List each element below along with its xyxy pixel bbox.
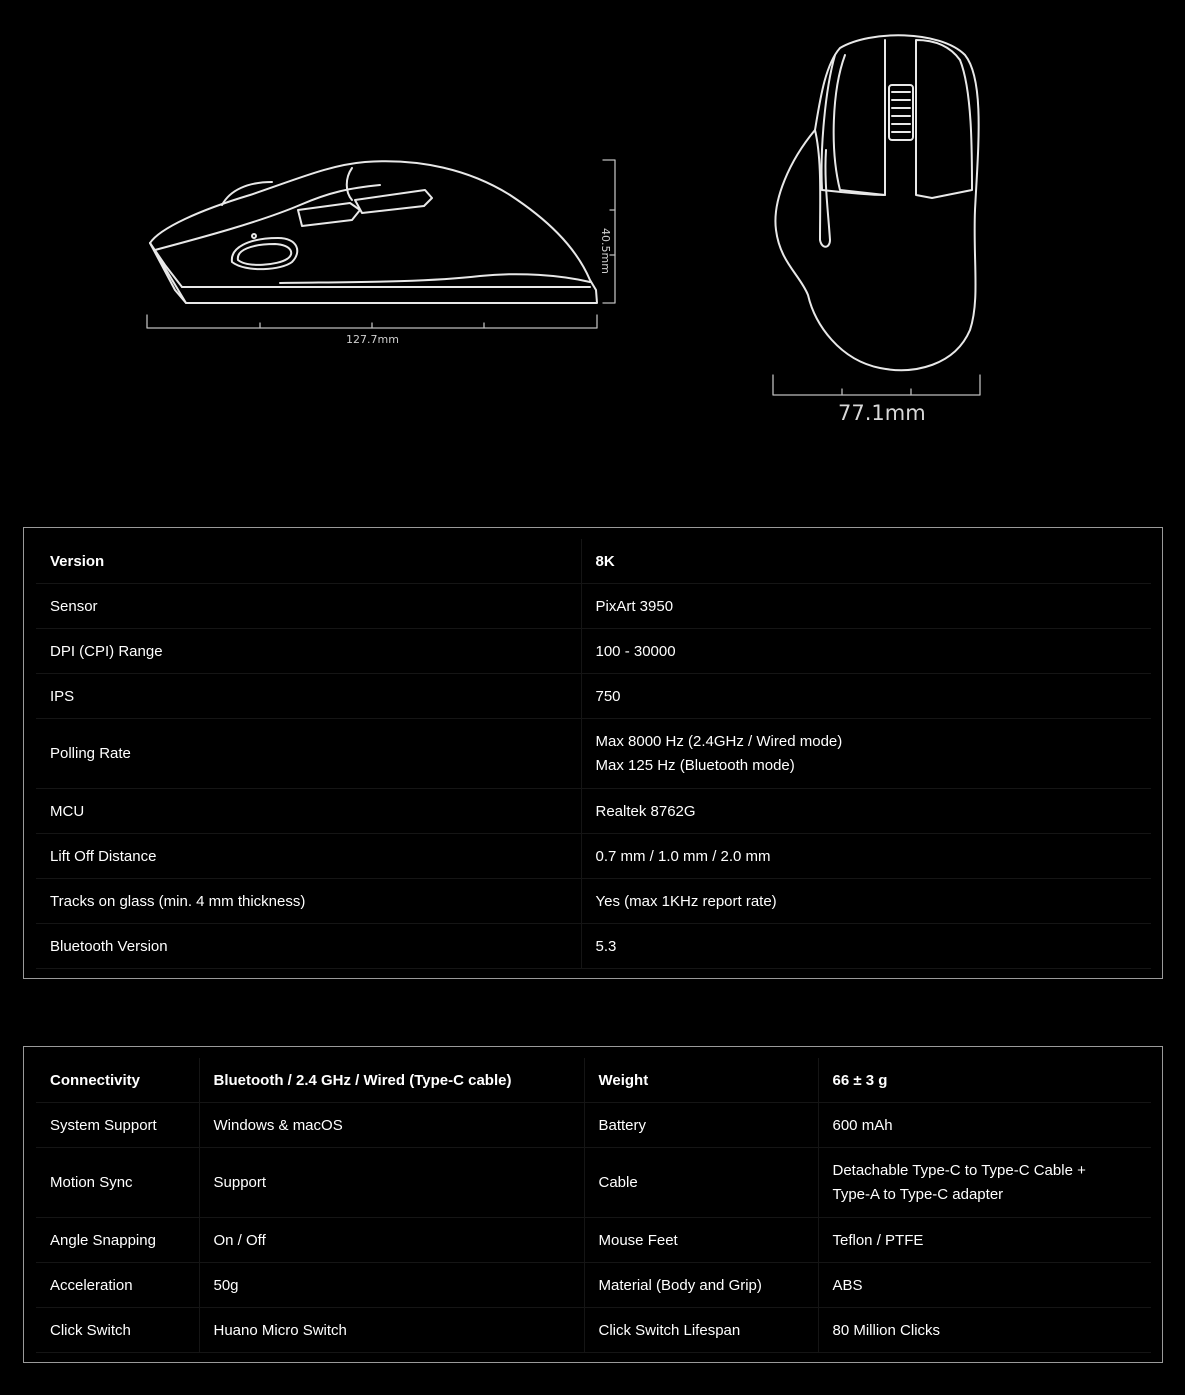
spec-value-line: 600 mAh [832,1116,893,1134]
spec-label: Sensor [36,584,581,629]
spec-value [818,1148,1151,1218]
spec-value-line: Windows & macOS [213,1116,343,1134]
spec-value [581,924,1151,969]
length-dimension-label: 127.7mm [346,333,399,346]
mouse-outline-drawings [0,0,1185,480]
spec-value [818,1308,1151,1353]
spec-value-line: Bluetooth / 2.4 GHz / Wired (Type-C cable) [213,1071,512,1089]
spec-row [36,629,1151,674]
spec-value [818,1058,1151,1103]
spec-label: Cable [584,1148,818,1218]
spec-label: Motion Sync [36,1148,199,1218]
spec-value [581,584,1151,629]
spec-value [199,1148,584,1218]
spec-value [581,879,1151,924]
spec-table-2 [36,1058,1151,1353]
spec-label: Connectivity [36,1058,199,1103]
spec-value-line: 8K [595,552,615,570]
spec-row [36,1308,1151,1353]
spec-label: Mouse Feet [584,1218,818,1263]
spec-label: IPS [36,674,581,719]
spec-value [199,1058,584,1103]
spec-row [36,1263,1151,1308]
spec-value [818,1263,1151,1308]
spec-value [199,1103,584,1148]
spec-value [818,1218,1151,1263]
spec-label: Bluetooth Version [36,924,581,969]
spec-value-line: Support [213,1173,267,1191]
spec-value-line: 5.3 [595,937,617,955]
spec-table-1 [36,539,1151,969]
spec-value-line: 50g [213,1276,239,1294]
spec-value [581,674,1151,719]
mouse-side-view [150,161,597,303]
spec-table-primary [23,527,1163,979]
spec-row [36,834,1151,879]
spec-value-line: ABS [832,1276,863,1294]
spec-label: Click Switch [36,1308,199,1353]
spec-value [581,834,1151,879]
spec-value [818,1103,1151,1148]
spec-label: Angle Snapping [36,1218,199,1263]
spec-value-line: Detachable Type-C to Type-C Cable + [832,1161,1086,1179]
spec-label: Weight [584,1058,818,1103]
spec-row [36,1148,1151,1218]
spec-value-line: Huano Micro Switch [213,1321,347,1339]
spec-table-secondary [23,1046,1163,1363]
spec-row [36,924,1151,969]
spec-value-line: Yes (max 1KHz report rate) [595,892,777,910]
spec-label: Battery [584,1103,818,1148]
spec-value-line: 750 [595,687,621,705]
spec-row [36,1058,1151,1103]
spec-label: Lift Off Distance [36,834,581,879]
spec-label: Click Switch Lifespan [584,1308,818,1353]
spec-value-line: PixArt 3950 [595,597,674,615]
spec-value-line: On / Off [213,1231,266,1249]
spec-label: Acceleration [36,1263,199,1308]
spec-label: Polling Rate [36,719,581,789]
spec-value [581,629,1151,674]
spec-row [36,539,1151,584]
mouse-dimension-diagram [0,0,1185,480]
spec-value-line: Max 125 Hz (Bluetooth mode) [595,756,795,774]
mouse-top-view [775,35,978,370]
spec-label: System Support [36,1103,199,1148]
spec-row [36,584,1151,629]
spec-row [36,674,1151,719]
spec-value-line: Teflon / PTFE [832,1231,924,1249]
spec-value-line: 100 - 30000 [595,642,676,660]
spec-label: Material (Body and Grip) [584,1263,818,1308]
spec-value [199,1218,584,1263]
spec-value-line: Realtek 8762G [595,802,696,820]
spec-value-line: Type-A to Type-C adapter [832,1185,1004,1203]
spec-value [199,1263,584,1308]
spec-value-line: 66 ± 3 g [832,1071,888,1089]
spec-value [199,1308,584,1353]
spec-label: MCU [36,789,581,834]
width-dimension-label: 77.1mm [838,401,926,425]
spec-value-line: 80 Million Clicks [832,1321,941,1339]
spec-row [36,1218,1151,1263]
height-dimension-label: 40.5mm [599,228,612,274]
spec-value [581,719,1151,789]
spec-row [36,719,1151,789]
spec-value-line: 0.7 mm / 1.0 mm / 2.0 mm [595,847,771,865]
spec-label: Version [36,539,581,584]
spec-label: Tracks on glass (min. 4 mm thickness) [36,879,581,924]
spec-row [36,789,1151,834]
spec-value-line: Max 8000 Hz (2.4GHz / Wired mode) [595,732,843,750]
spec-value [581,539,1151,584]
spec-label: DPI (CPI) Range [36,629,581,674]
spec-row [36,879,1151,924]
spec-row [36,1103,1151,1148]
spec-value [581,789,1151,834]
